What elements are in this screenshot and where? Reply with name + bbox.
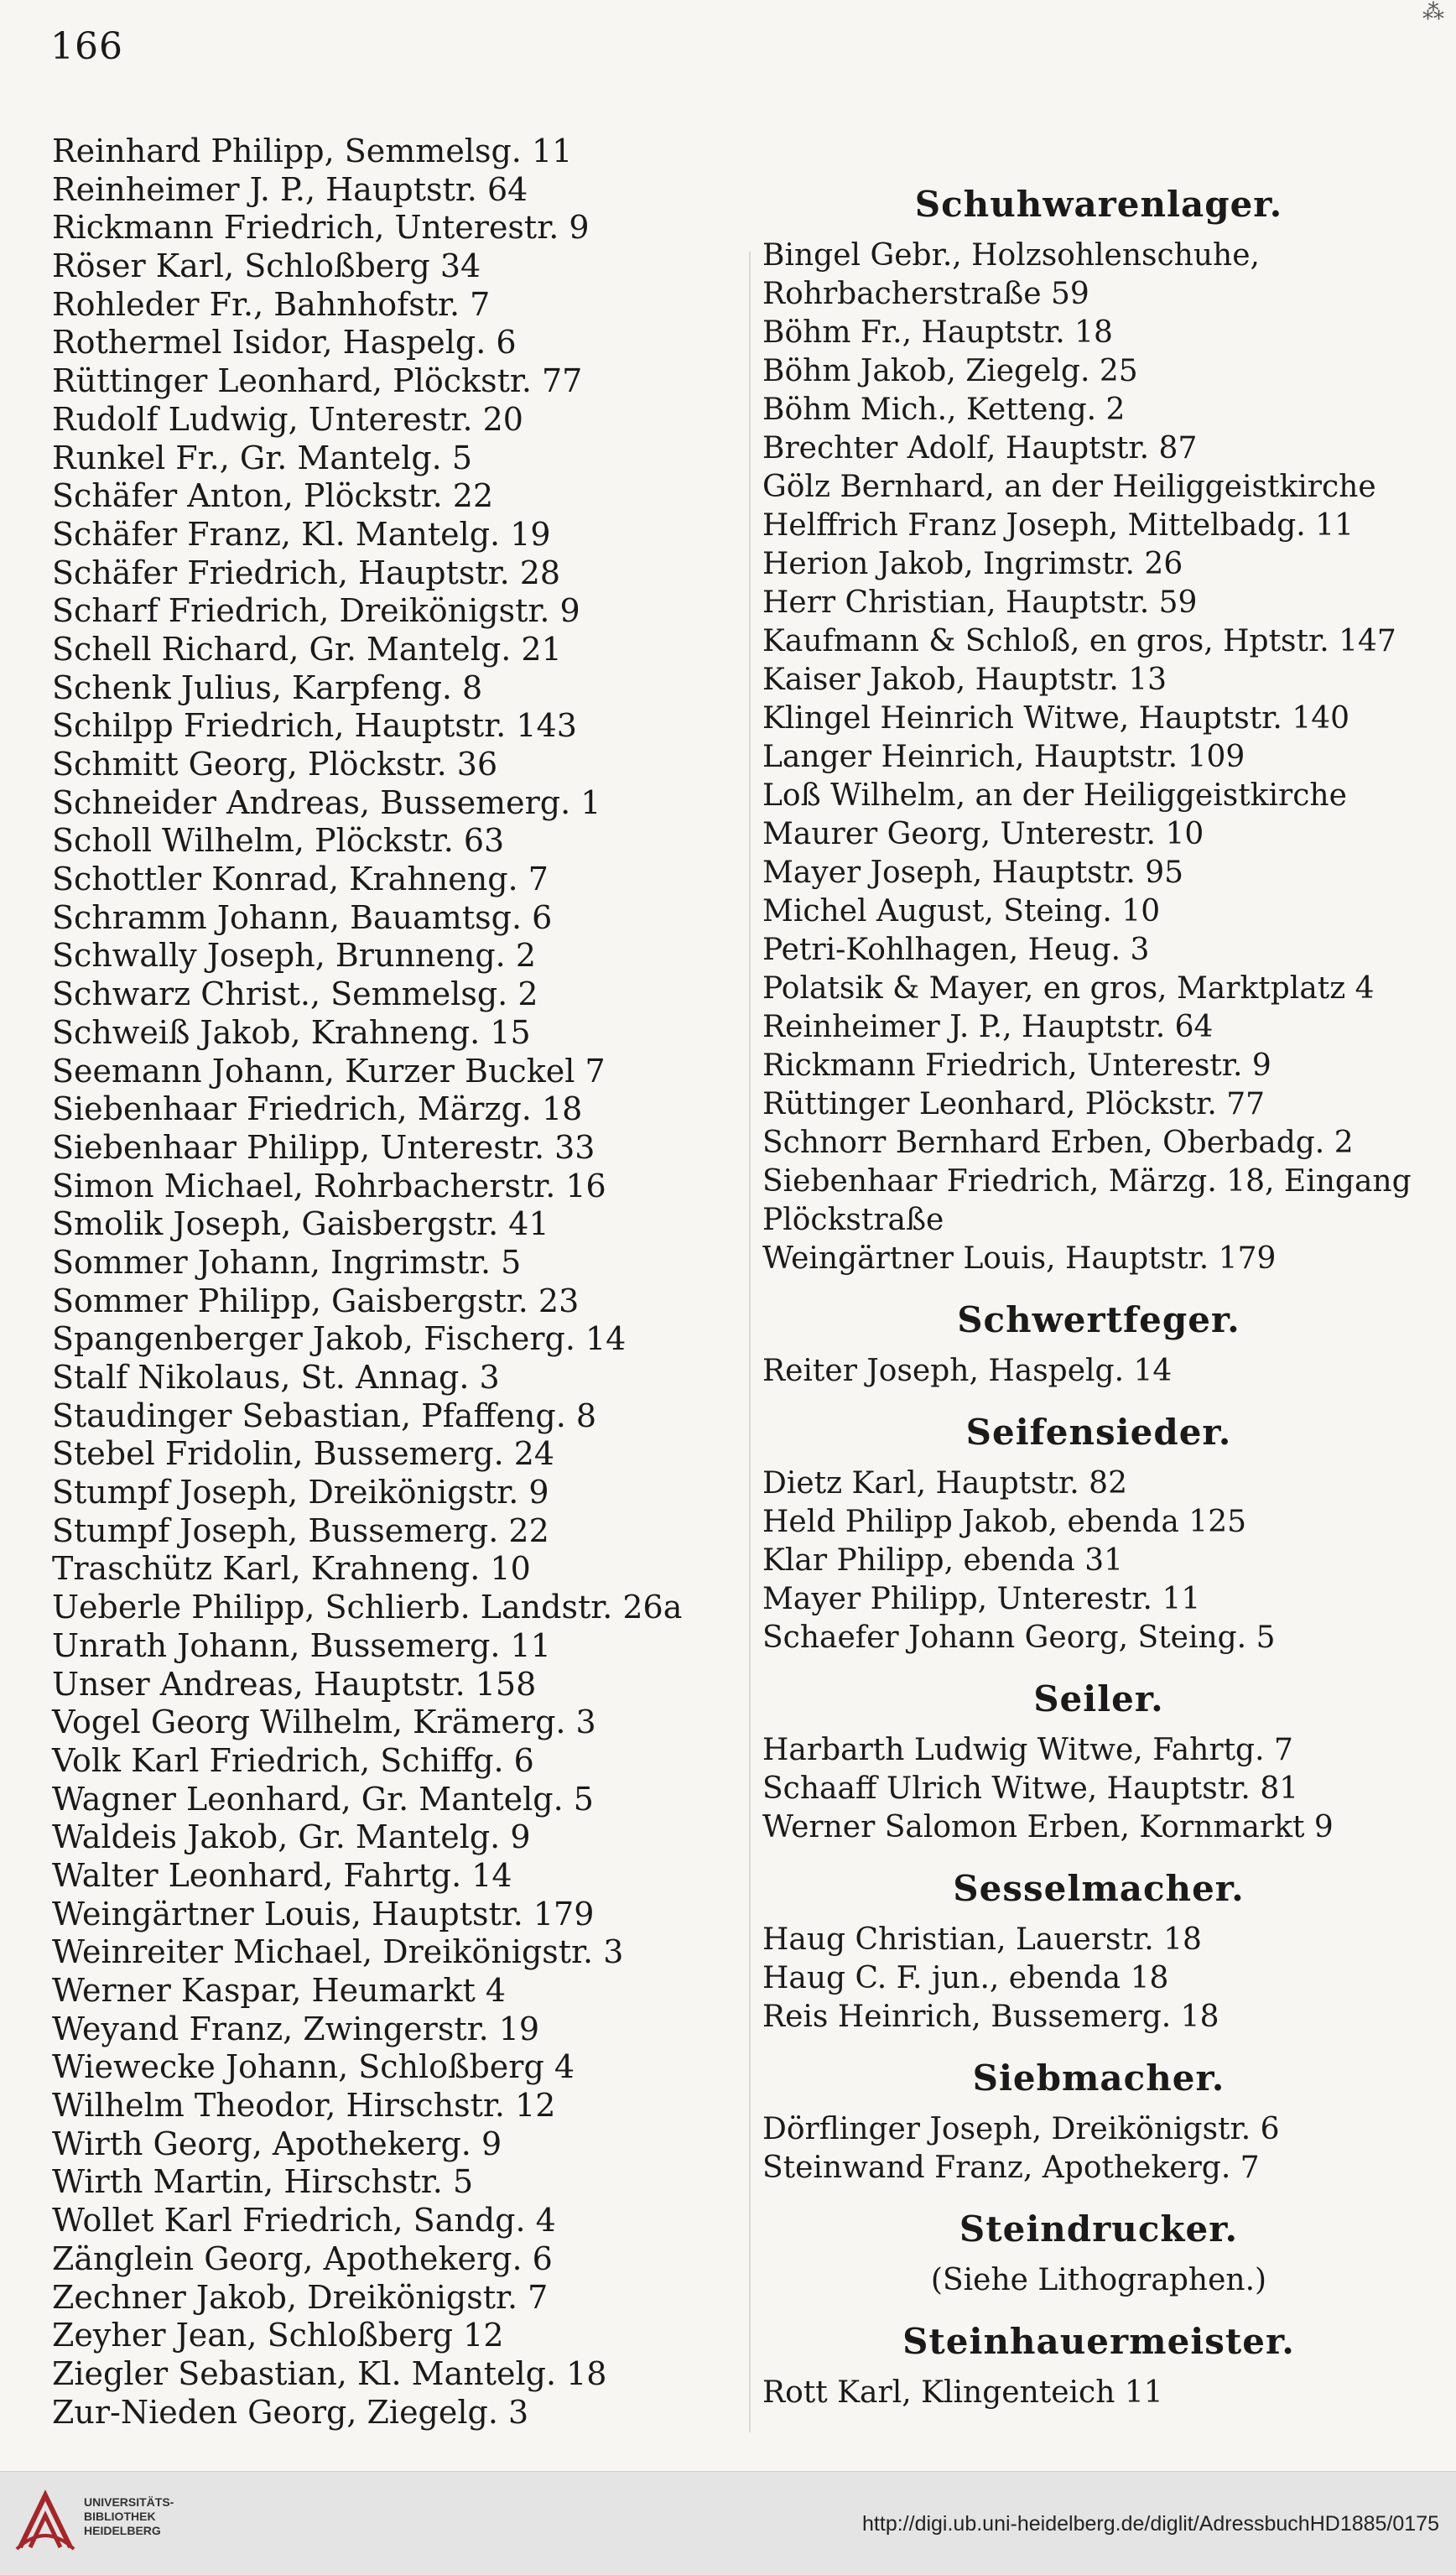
directory-entry: Klingel Heinrich Witwe, Hauptstr. 140 — [762, 701, 1350, 736]
directory-entry: Held Philipp Jakob, ebenda 125 — [762, 1505, 1247, 1539]
directory-entry: Schäfer Franz, Kl. Mantelg. 19 — [52, 515, 551, 553]
directory-entry: Stebel Fridolin, Bussemerg. 24 — [52, 1435, 555, 1473]
directory-entry: Klar Philipp, ebenda 31 — [762, 1543, 1124, 1578]
directory-entry: Rothermel Isidor, Haspelg. 6 — [52, 324, 517, 362]
section-heading: Schwertfeger. — [957, 1299, 1240, 1340]
directory-entry: Herr Christian, Hauptstr. 59 — [762, 585, 1198, 620]
directory-entry: Schramm Johann, Bauamtsg. 6 — [52, 898, 553, 936]
directory-entry: Michel August, Steing. 10 — [762, 894, 1161, 929]
section-heading: Seifensieder. — [965, 1412, 1232, 1453]
directory-entry: Röser Karl, Schloßberg 34 — [52, 247, 481, 285]
section-entry-list — [759, 1464, 1438, 1657]
directory-entry: Weingärtner Louis, Hauptstr. 179 — [52, 1895, 595, 1933]
directory-entry: Weyand Franz, Zwingerstr. 19 — [52, 2010, 540, 2047]
section-heading: Seiler. — [1033, 1678, 1164, 1719]
directory-entry: Traschütz Karl, Krahneng. 10 — [52, 1550, 531, 1588]
section-heading: Siebmacher. — [972, 2057, 1225, 2099]
directory-entry: Unser Andreas, Hauptstr. 158 — [52, 1665, 537, 1703]
directory-entry: Böhm Fr., Hauptstr. 18 — [762, 315, 1113, 350]
directory-entry: Haug C. F. jun., ebenda 18 — [762, 1961, 1169, 1995]
directory-entry: Herion Jakob, Ingrimstr. 26 — [762, 547, 1183, 581]
section-entry-list — [759, 1921, 1438, 2037]
directory-entry: Steinwand Franz, Apothekerg. 7 — [762, 2151, 1260, 2185]
section-entry-list — [759, 237, 1438, 1278]
directory-entry: Sommer Philipp, Gaisbergstr. 23 — [52, 1282, 580, 1319]
directory-entry: Reinheimer J. P., Hauptstr. 64 — [52, 170, 528, 208]
directory-entry: Schell Richard, Gr. Mantelg. 21 — [52, 630, 562, 668]
directory-entry: Scharf Friedrich, Dreikönigstr. 9 — [52, 592, 580, 630]
directory-entry: Scholl Wilhelm, Plöckstr. 63 — [52, 822, 505, 860]
directory-entry: Bingel Gebr., Holzsohlenschuhe, Rohrbacherstraße 59 — [762, 238, 1260, 311]
directory-entry: Reinheimer J. P., Hauptstr. 64 — [762, 1010, 1214, 1044]
directory-entry: Wirth Martin, Hirschstr. 5 — [52, 2163, 474, 2201]
directory-entry: Petri-Kohlhagen, Heug. 3 — [762, 933, 1150, 967]
right-column — [759, 185, 1438, 2412]
directory-entry: Zänglein Georg, Apothekerg. 6 — [52, 2239, 553, 2277]
section-entry-list — [759, 2110, 1438, 2187]
directory-entry: Stumpf Joseph, Dreikönigstr. 9 — [52, 1474, 549, 1511]
section-entry-list — [759, 1731, 1438, 1847]
section-heading: Schuhwarenlager. — [914, 184, 1283, 225]
footer-bar — [0, 2471, 1456, 2575]
directory-entry: Wollet Karl Friedrich, Sandg. 4 — [52, 2202, 556, 2239]
directory-entry: Volk Karl Friedrich, Schiffg. 6 — [52, 1741, 534, 1779]
directory-entry: Siebenhaar Friedrich, Märzg. 18 — [52, 1090, 583, 1128]
section-heading: Steindrucker. — [959, 2208, 1239, 2250]
directory-entry: Wiewecke Johann, Schloßberg 4 — [52, 2048, 575, 2086]
directory-entry: Kaiser Jakob, Hauptstr. 13 — [762, 663, 1167, 697]
directory-entry: Weingärtner Louis, Hauptstr. 179 — [762, 1241, 1277, 1276]
directory-entry: Schwally Joseph, Brunneng. 2 — [52, 937, 537, 975]
directory-entry: Rohleder Fr., Bahnhofstr. 7 — [52, 285, 491, 323]
directory-entry: Staudinger Sebastian, Pfaffeng. 8 — [52, 1397, 597, 1434]
directory-entry: Unrath Johann, Bussemerg. 11 — [52, 1626, 551, 1664]
directory-entry: Böhm Mich., Ketteng. 2 — [762, 393, 1126, 427]
directory-entry: Sommer Johann, Ingrimstr. 5 — [52, 1243, 522, 1281]
directory-entry: Dörflinger Joseph, Dreikönigstr. 6 — [762, 2112, 1280, 2146]
section-heading: Sesselmacher. — [953, 1868, 1245, 1909]
directory-entry: Reis Heinrich, Bussemerg. 18 — [762, 2000, 1219, 2034]
directory-entry: Rüttinger Leonhard, Plöckstr. 77 — [52, 362, 583, 400]
directory-entry: Kaufmann & Schloß, en gros, Hptstr. 147 — [762, 624, 1396, 658]
directory-entry: Simon Michael, Rohrbacherstr. 16 — [52, 1167, 606, 1204]
directory-entry: Zeyher Jean, Schloßberg 12 — [52, 2317, 504, 2354]
directory-entry: Schwarz Christ., Semmelsg. 2 — [52, 975, 538, 1013]
corner-mark: ⁂ — [1422, 0, 1444, 25]
directory-entry: Siebenhaar Philipp, Unterestr. 33 — [52, 1128, 595, 1166]
directory-entry: Schweiß Jakob, Krahneng. 15 — [52, 1013, 531, 1051]
directory-entry: Helffrich Franz Joseph, Mittelbadg. 11 — [762, 508, 1354, 543]
directory-entry: Werner Salomon Erben, Kornmarkt 9 — [762, 1810, 1334, 1844]
directory-entry: Mayer Joseph, Hauptstr. 95 — [762, 856, 1184, 890]
directory-entry: Ueberle Philipp, Schlierb. Landstr. 26a — [52, 1589, 683, 1626]
section-note: (Siehe Lithographen.) — [930, 2263, 1267, 2297]
directory-entry: Polatsik & Mayer, en gros, Marktplatz 4 — [762, 971, 1375, 1006]
directory-entry: Schenk Julius, Karpfeng. 8 — [52, 668, 483, 706]
directory-entry: Wirth Georg, Apothekerg. 9 — [52, 2125, 502, 2162]
library-name: UNIVERSITÄTS- BIBLIOTHEK HEIDELBERG — [84, 2495, 174, 2537]
directory-entry: Schilpp Friedrich, Hauptstr. 143 — [52, 707, 577, 745]
directory-entry: Stumpf Joseph, Bussemerg. 22 — [52, 1511, 549, 1549]
directory-entry: Siebenhaar Friedrich, Märzg. 18, Eingang Plöckstraße — [762, 1164, 1412, 1237]
source-url-link[interactable]: http://digi.ub.uni-heidelberg.de/diglit/AdressbuchHD1885/0175 — [862, 2512, 1439, 2536]
university-library-logo — [12, 2489, 79, 2556]
directory-entry: Böhm Jakob, Ziegelg. 25 — [762, 354, 1138, 388]
directory-entry: Zechner Jakob, Dreikönigstr. 7 — [52, 2278, 549, 2316]
directory-entry: Rüttinger Leonhard, Plöckstr. 77 — [762, 1087, 1266, 1121]
directory-entry: Rott Karl, Klingenteich 11 — [762, 2375, 1163, 2410]
left-column — [52, 133, 723, 2432]
directory-entry: Schmitt Georg, Plöckstr. 36 — [52, 746, 498, 783]
directory-entry: Zur-Nieden Georg, Ziegelg. 3 — [52, 2393, 529, 2431]
directory-entry: Rudolf Ludwig, Unterestr. 20 — [52, 400, 523, 438]
directory-entry: Schnorr Bernhard Erben, Oberbadg. 2 — [762, 1126, 1354, 1160]
directory-entry: Schaefer Johann Georg, Steing. 5 — [762, 1620, 1276, 1655]
directory-entry: Seemann Johann, Kurzer Buckel 7 — [52, 1052, 606, 1090]
directory-entry: Schottler Konrad, Krahneng. 7 — [52, 861, 549, 898]
directory-entry: Walter Leonhard, Fahrtg. 14 — [52, 1856, 512, 1894]
directory-entry: Spangenberger Jakob, Fischerg. 14 — [52, 1320, 627, 1358]
directory-entry: Gölz Bernhard, an der Heiliggeistkirche — [762, 470, 1376, 504]
directory-entry: Ziegler Sebastian, Kl. Mantelg. 18 — [52, 2354, 607, 2392]
directory-entry: Schaaff Ulrich Witwe, Hauptstr. 81 — [762, 1771, 1299, 1806]
directory-entry: Smolik Joseph, Gaisbergstr. 41 — [52, 1205, 549, 1243]
directory-entry: Rickmann Friedrich, Unterestr. 9 — [52, 209, 590, 247]
directory-entry: Haug Christian, Lauerstr. 18 — [762, 1922, 1202, 1957]
directory-entry: Wagner Leonhard, Gr. Mantelg. 5 — [52, 1780, 594, 1818]
directory-entry: Harbarth Ludwig Witwe, Fahrtg. 7 — [762, 1733, 1293, 1767]
directory-entry: Wilhelm Theodor, Hirschstr. 12 — [52, 2087, 556, 2125]
directory-entry: Maurer Georg, Unterestr. 10 — [762, 817, 1204, 851]
directory-entry: Reinhard Philipp, Semmelsg. 11 — [52, 133, 573, 169]
directory-entry: Mayer Philipp, Unterestr. 11 — [762, 1582, 1201, 1616]
directory-entry: Vogel Georg Wilhelm, Krämerg. 3 — [52, 1704, 596, 1741]
directory-entry: Runkel Fr., Gr. Mantelg. 5 — [52, 439, 473, 476]
directory-entry: Schäfer Friedrich, Hauptstr. 28 — [52, 554, 561, 591]
directory-entry: Brechter Adolf, Hauptstr. 87 — [762, 431, 1198, 466]
directory-entry: Werner Kaspar, Heumarkt 4 — [52, 1972, 506, 2009]
directory-entry: Rickmann Friedrich, Unterestr. 9 — [762, 1048, 1271, 1083]
directory-entry: Waldeis Jakob, Gr. Mantelg. 9 — [52, 1818, 531, 1856]
section-entry-list — [759, 1352, 1438, 1391]
section-entry-list — [759, 2374, 1438, 2412]
directory-entry: Langer Heinrich, Hauptstr. 109 — [762, 740, 1245, 774]
section-heading: Steinhauermeister. — [902, 2321, 1295, 2362]
directory-entry: Weinreiter Michael, Dreikönigstr. 3 — [52, 1933, 624, 1971]
column-divider — [749, 252, 751, 2432]
directory-entry: Dietz Karl, Hauptstr. 82 — [762, 1466, 1127, 1501]
directory-entry: Reiter Joseph, Haspelg. 14 — [762, 1354, 1173, 1388]
directory-entry: Schneider Andreas, Bussemerg. 1 — [52, 783, 601, 821]
directory-entry: Schäfer Anton, Plöckstr. 22 — [52, 477, 494, 515]
directory-entry: Loß Wilhelm, an der Heiliggeistkirche — [762, 778, 1347, 813]
directory-entry: Stalf Nikolaus, St. Annag. 3 — [52, 1359, 500, 1396]
page-number: 166 — [50, 25, 123, 68]
